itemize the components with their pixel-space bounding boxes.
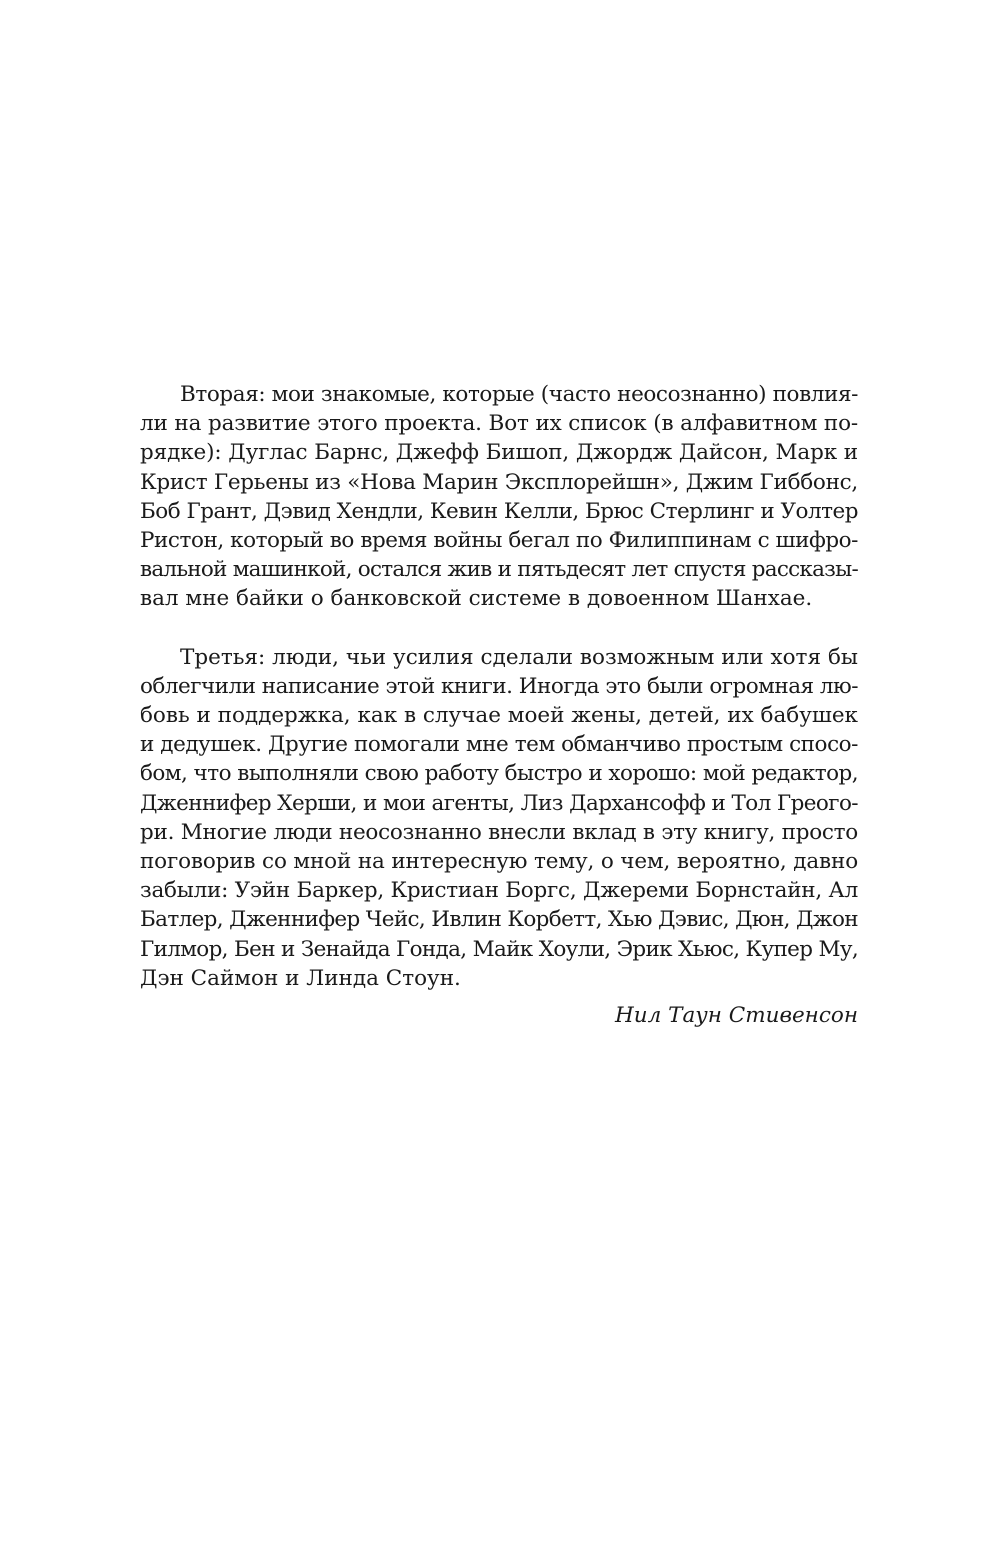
text-line: забыли: Уэйн Баркер, Кристиан Боргс, Джереми Борнстайн, Ал xyxy=(140,878,858,904)
text-line: Батлер, Дженнифер Чейс, Ивлин Корбетт, Хью Дэвис, Дюн, Джон xyxy=(140,907,858,933)
text-line: и дедушек. Другие помогали мне тем обманчиво простым спосо- xyxy=(140,732,858,758)
text-line: Гилмор, Бен и Зенайда Гонда, Майк Хоули, Эрик Хьюс, Купер Му, xyxy=(140,936,858,962)
text-line: бовь и поддержка, как в случае моей жены, детей, их бабушек xyxy=(140,703,858,729)
text-line: облегчили написание этой книги. Иногда это были огромная лю- xyxy=(140,673,858,699)
author-signature: Нил Таун Стивенсон xyxy=(615,1003,858,1029)
text-line: Дэн Саймон и Линда Стоун. xyxy=(140,965,461,991)
text-line: поговорив со мной на интересную тему, о чем, вероятно, давно xyxy=(140,849,858,875)
paragraph-gap xyxy=(140,614,858,643)
text-line: ли на развитие этого проекта. Вот их список (в алфавитном по- xyxy=(140,411,858,437)
text-line: бом, что выполняли свою работу быстро и хорошо: мой редактор, xyxy=(140,761,858,787)
text-line: Ристон, который во время войны бегал по Филиппинам с шифро- xyxy=(140,528,858,554)
text-line: вал мне байки о банковской системе в довоенном Шанхае. xyxy=(140,586,813,612)
text-line: ри. Многие люди неосознанно внесли вклад в эту книгу, просто xyxy=(140,819,858,845)
text-line: рядке): Дуглас Барнс, Джефф Бишоп, Джордж Дайсон, Марк и xyxy=(140,440,858,466)
text-line: Боб Грант, Дэвид Хендли, Кевин Келли, Брюс Стерлинг и Уолтер xyxy=(140,498,858,524)
text-line: вальной машинкой, остался жив и пятьдесят лет спустя рассказы- xyxy=(140,557,858,583)
paragraph-third-group xyxy=(140,643,858,993)
page-text xyxy=(140,380,858,1030)
text-line: Вторая: мои знакомые, которые (часто неосознанно) повлия- xyxy=(180,382,858,407)
text-line: Дженнифер Херши, и мои агенты, Лиз Дархансофф и Тол Греого- xyxy=(140,790,858,816)
paragraph-second-group xyxy=(140,380,858,614)
text-line: Третья: люди, чьи усилия сделали возможным или хотя бы xyxy=(180,644,858,670)
text-line: Крист Герьены из «Нова Марин Эксплорейшн», Джим Гиббонс, xyxy=(140,469,858,495)
